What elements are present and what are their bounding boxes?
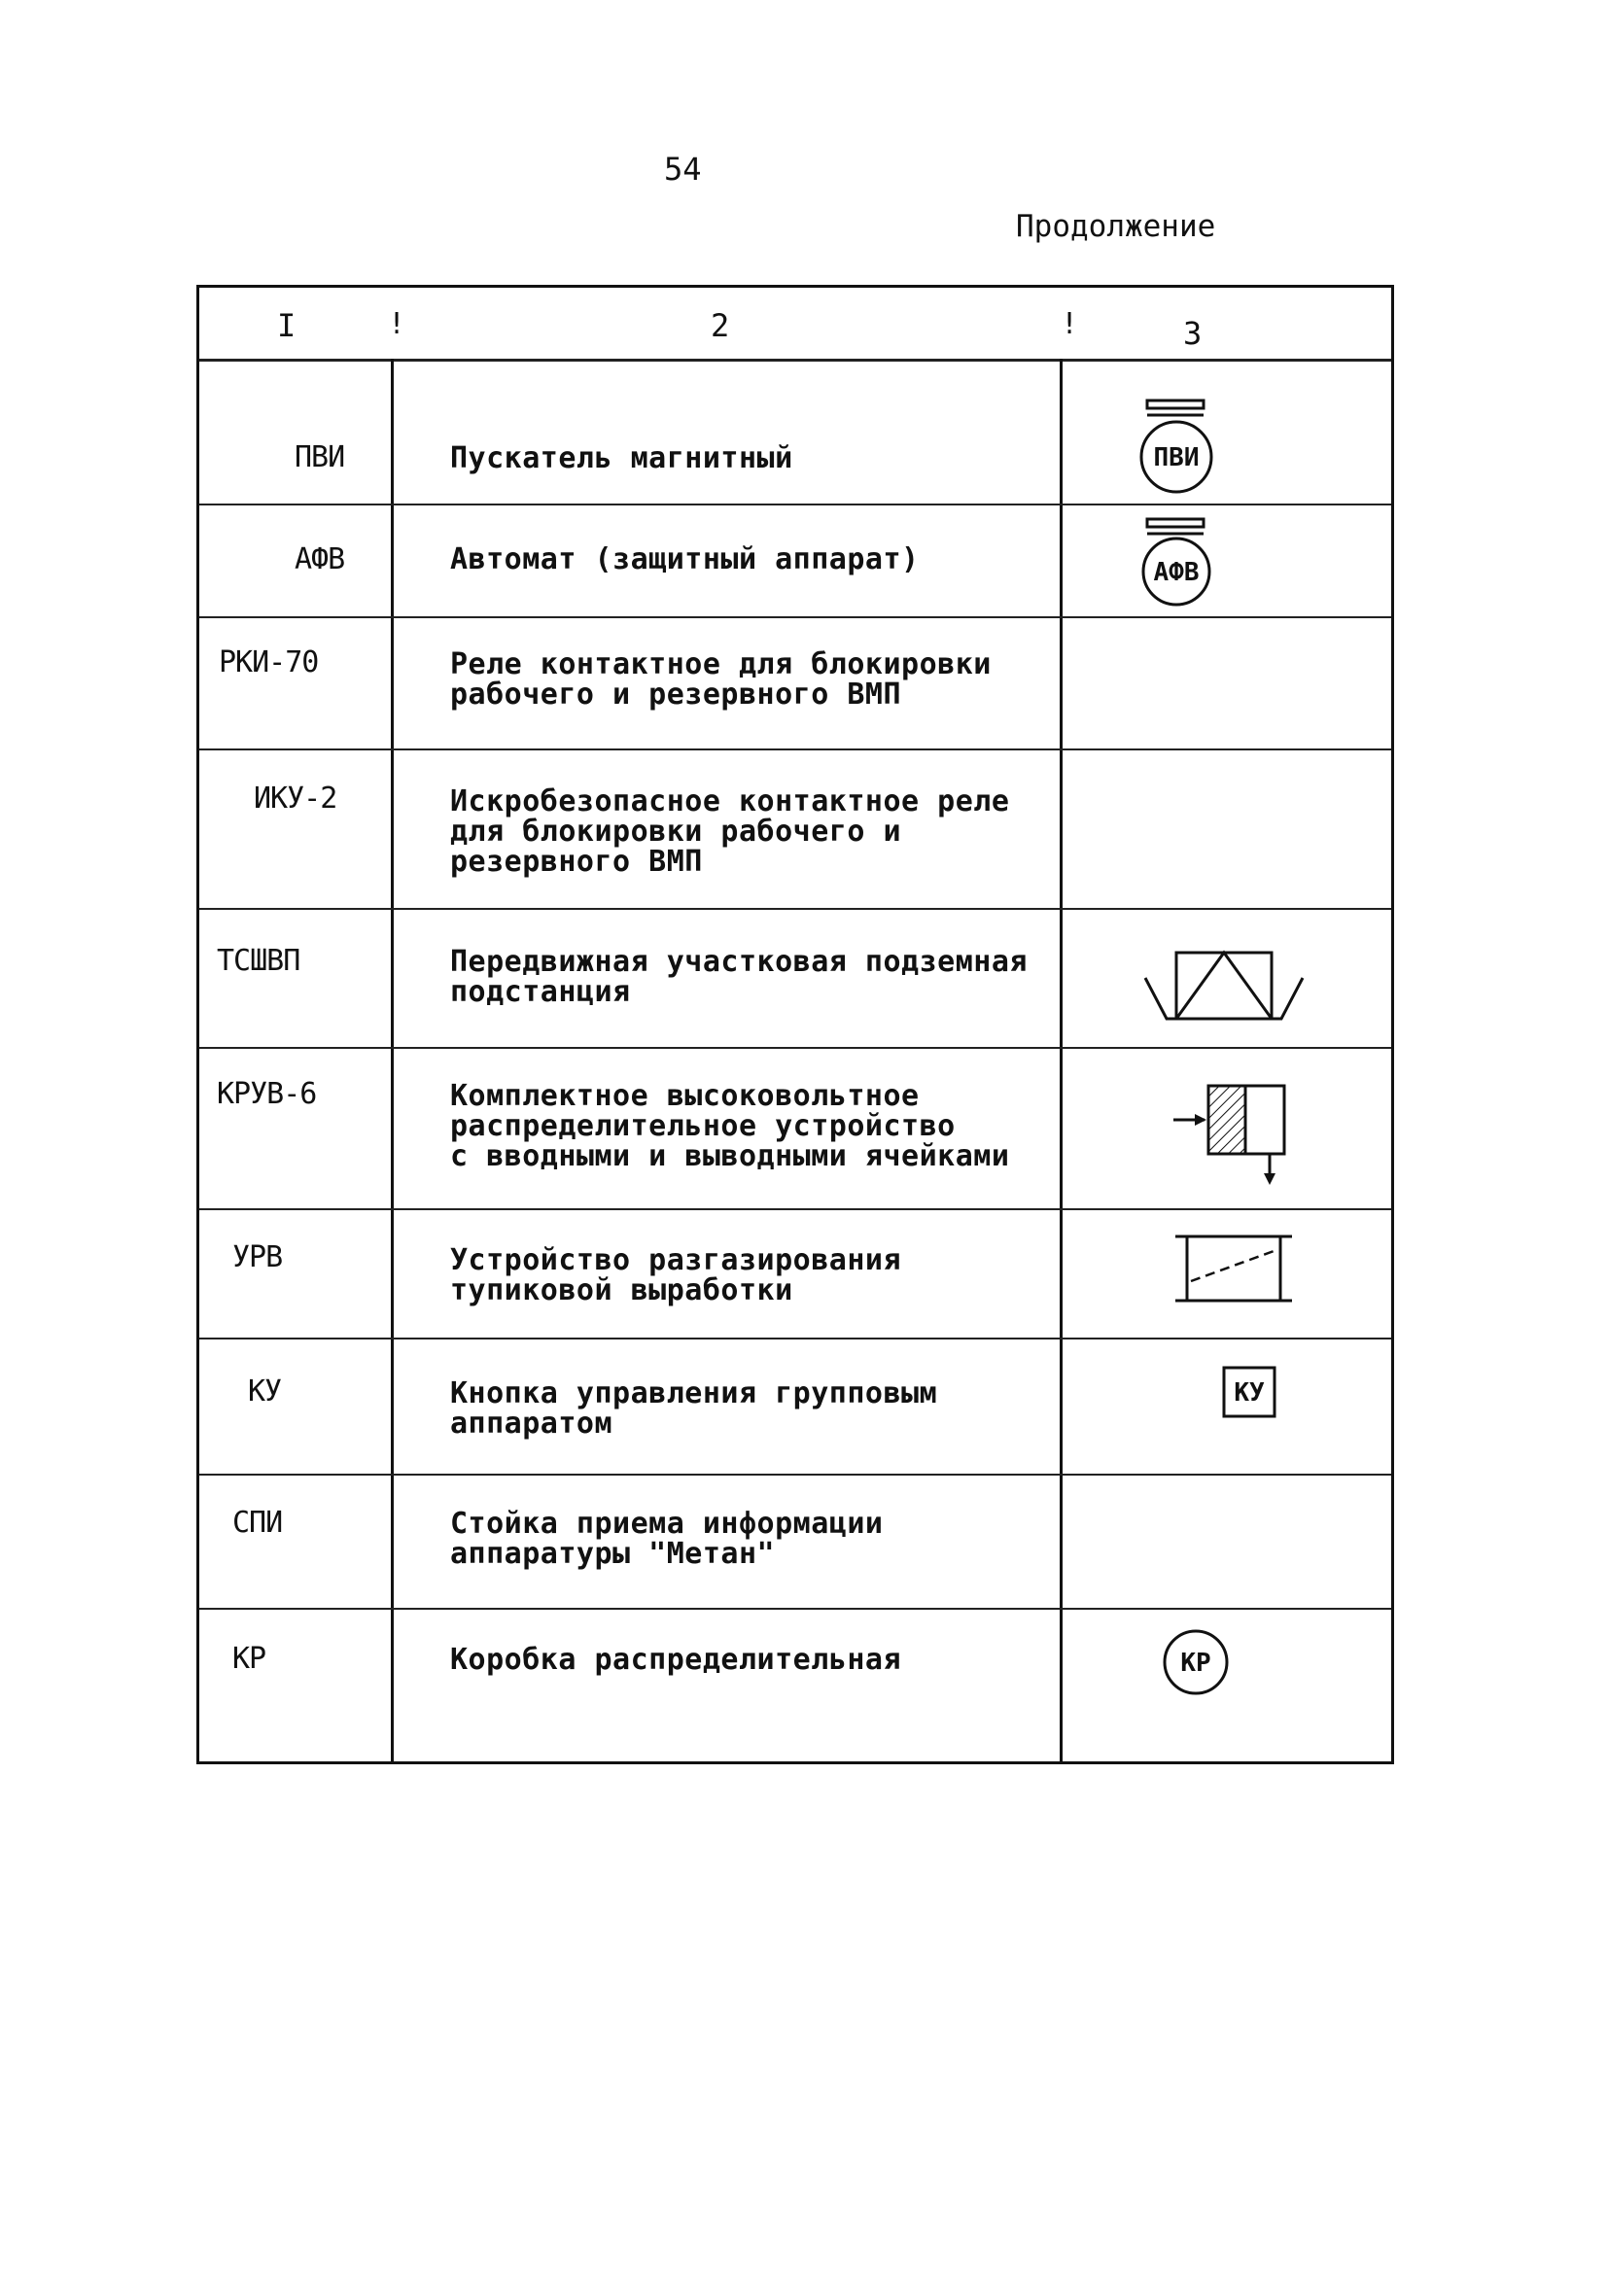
row-description: Кнопка управления групповым аппаратом: [450, 1376, 938, 1441]
row-description: Реле контактное для блокировки рабочего и резервного ВМП: [450, 647, 992, 712]
symbol-label: ПВИ: [1153, 443, 1200, 472]
row-divider: [199, 1474, 1391, 1476]
row-description: Пускатель магнитный: [450, 441, 793, 475]
legend-table: [196, 285, 1394, 1764]
row-divider: [199, 748, 1391, 750]
header-separator: !: [388, 307, 406, 341]
header-separator: !: [1061, 307, 1079, 341]
row-description: Стойка приема информации аппаратуры "Метан": [450, 1507, 884, 1571]
row-description: Автомат (защитный аппарат): [450, 542, 920, 576]
row-description: Комплектное высоковольтное распределительное устройство с вводными и выводными ячейками: [450, 1079, 1010, 1173]
header-col-2: 2: [711, 307, 730, 344]
row-description: Коробка распределительная: [450, 1643, 902, 1677]
symbol-label: КУ: [1234, 1378, 1265, 1408]
row-code: ТСШВП: [217, 944, 300, 978]
substation-icon: [1137, 949, 1312, 1026]
page-number: 54: [664, 151, 702, 188]
row-divider: [199, 908, 1391, 910]
row-code: КУ: [248, 1374, 282, 1409]
row-code: ИКУ-2: [254, 782, 337, 816]
row-divider: [199, 1608, 1391, 1610]
switchgear-icon: [1170, 1080, 1306, 1197]
header-divider: [199, 359, 1391, 362]
row-code: АФВ: [295, 542, 345, 576]
header-col-3: 3: [1183, 315, 1203, 352]
row-code: СПИ: [232, 1506, 283, 1540]
row-divider: [199, 1047, 1391, 1049]
row-divider: [199, 616, 1391, 618]
junction-box-icon: [1157, 1623, 1235, 1701]
row-code: КРУВ-6: [217, 1077, 317, 1111]
column-divider: [1060, 359, 1063, 1761]
breaker-afv-icon: [1133, 517, 1249, 614]
row-divider: [199, 1208, 1391, 1210]
row-code: КР: [232, 1642, 266, 1676]
row-divider: [199, 504, 1391, 505]
row-description: Устройство разгазирования тупиковой выработки: [450, 1243, 902, 1307]
starter-pvi-icon: [1133, 397, 1249, 504]
symbol-label: АФВ: [1153, 558, 1200, 587]
row-code: ПВИ: [295, 440, 345, 474]
control-button-icon: [1220, 1362, 1288, 1426]
header-col-1: I: [277, 307, 297, 344]
column-divider: [391, 359, 394, 1761]
row-description: Передвижная участковая подземная подстанция: [450, 945, 1028, 1009]
degassing-device-icon: [1162, 1229, 1308, 1316]
row-divider: [199, 1338, 1391, 1339]
row-description: Искробезопасное контактное реле для блокировки рабочего и резервного ВМП: [450, 784, 1010, 879]
row-code: РКИ-70: [219, 645, 319, 679]
continuation-label: Продолжение: [1016, 209, 1216, 244]
symbol-label: КР: [1180, 1649, 1211, 1678]
row-code: УРВ: [232, 1240, 283, 1274]
